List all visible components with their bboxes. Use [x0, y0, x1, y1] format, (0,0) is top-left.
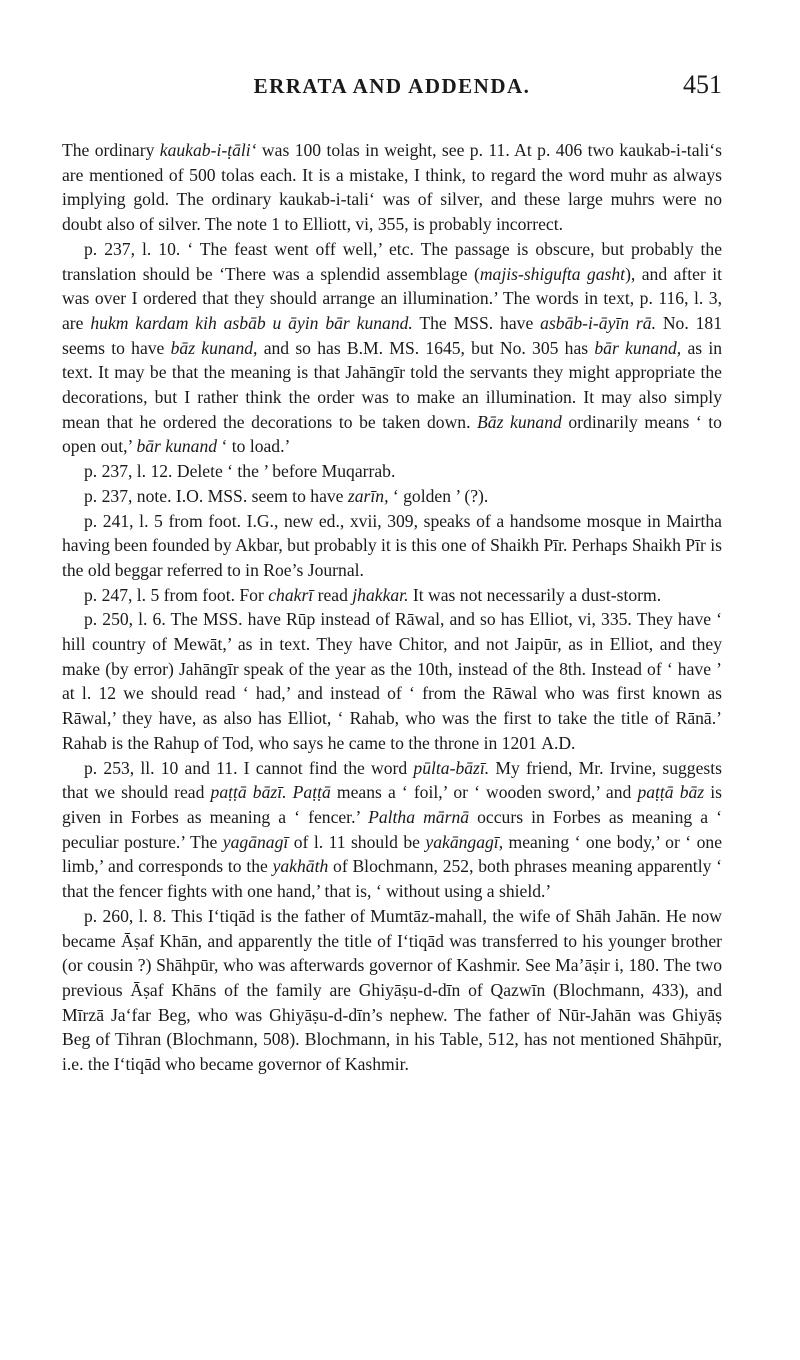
italic-term: Paṭṭā — [292, 782, 331, 803]
text-run: ‘ golden ’ (?). — [388, 485, 489, 506]
text-run: No. 181 seems to have — [62, 312, 722, 358]
text-run: ), and after it was over I ordered that they should arrange an illumination.’ The words in text, p. 116, l. 3, are — [62, 263, 722, 333]
italic-term: Bāz kunand — [477, 411, 562, 432]
italic-term: paṭṭā bāzī. — [210, 782, 287, 803]
erratum-entry — [62, 484, 722, 509]
erratum-entry — [62, 509, 722, 583]
running-head — [62, 70, 722, 114]
italic-term: jhakkar. — [352, 584, 409, 605]
italic-term: asbāb-i-āyīn rā. — [540, 312, 656, 333]
paragraph-continuation — [62, 138, 722, 237]
text-run: of l. 11 should be — [288, 831, 426, 852]
text-run: of Blochmann, 252, both phrases meaning apparently ‘ that the fencer fights with one hand,’ that is, ‘ without using a shield.’ — [62, 856, 722, 902]
text-run: ‘ to load.’ — [217, 436, 291, 457]
erratum-entry — [62, 583, 722, 608]
erratum-entry — [62, 607, 722, 755]
text-run: p. 250, l. 6. The MSS. have Rūp instead of Rāwal, and so has Elliot, vi, 335. They have ‘ hill country of Mewāt,’ as in text. They have Chitor, and not Jaipūr, as in Elliot, and they make (by error) Jahāngīr speak of the year as the 10th, instead of the 8th. Instead of ‘ have ’ at l. 12 we should read ‘ had,’ and instead of ‘ from the Rāwal who was first known as Rāwal,’ they have, as also has Elliot, ‘ Rahab, who was the first to take the title of Rānā.’ Rahab is the Rahup of Tod, who says he came to the throne in 1201 — [62, 609, 722, 753]
text-run: My friend, Mr. Irvine, suggests that we should read — [62, 757, 722, 803]
text-run: p. 247, l. 5 from foot. For — [84, 584, 269, 605]
erratum-entry — [62, 459, 722, 484]
italic-term: bār kunand, — [594, 337, 682, 358]
erratum-entry — [62, 237, 722, 459]
italic-term: paṭṭā bāz — [637, 782, 705, 803]
italic-term: yakhāth — [272, 856, 329, 877]
text-run: ordinarily means ‘ to open out,’ — [62, 411, 722, 457]
text-run: p. 241, l. 5 from foot. I.G., new ed., xvii, 309, speaks of a handsome mosque in Mairtha having been founded by Akbar, but probably it is this one of Shaikh Pīr. Perhaps Shaikh Pīr is the old beggar referred to in Roe’s Journal. — [62, 510, 722, 580]
text-run: p. 260, l. 8. This I‘tiqād is the father of Mumtāz-mahall, the wife of Shāh Jahān. He now became Āṣaf Khān, and apparently the title of I‘tiqād was transferred to his younger brother (or cousin ?) Shāhpūr, who was afterwards governor of Kashmir. See Ma’āṣir i, 180. The two previous Āṣaf Khāns of the family are Ghiyāṣu-d-dīn of Qazwīn (Blochmann, 433), and Mīrzā Ja‘far Beg, who was Ghiyāṣu-d-dīn’s nephew. The father of Nūr-Jahān was Ghiyāṣ Beg of Tihran (Blochmann, 508). Blochmann, in his Table, 512, has not mentioned Shāhpūr, i.e. the I‘tiqād who became governor of Kashmir. — [62, 905, 722, 1075]
italic-term: hukm kardam kih asbāb u āyin bār kunand. — [90, 312, 413, 333]
text-run: p. 253, ll. 10 and 11. I cannot find the word — [84, 757, 414, 778]
running-title: ERRATA AND ADDENDA. — [253, 74, 531, 98]
italic-term: yakāngagī, — [425, 831, 504, 852]
text-run: p. 237, l. 10. ‘ The feast went off well,’ etc. The passage is obscure, but probably the translation should be ‘There was a splendid assemblage ( — [62, 238, 722, 284]
italic-term: Paltha mārnā — [368, 806, 470, 827]
italic-term: yagānagī — [222, 831, 289, 852]
small-caps-text: A.D. — [541, 732, 576, 753]
text-run: occurs in Forbes as meaning a ‘ peculiar posture.’ The — [62, 806, 722, 852]
italic-term: bār kunand — [136, 436, 218, 457]
text-run: p. 237, l. 12. Delete ‘ the ’ before Muqarrab. — [84, 461, 396, 482]
body-text — [62, 138, 722, 1077]
italic-term: majis‑shigufta gasht — [479, 263, 626, 284]
italic-term: chakrī — [268, 584, 314, 605]
text-run: as in text. It may be that the meaning is that Jahāngīr told the servants they might appropriate the decorations, but I rather think the order was to make an illumination. It may also simply mean that he ordered the decorations to be taken down. — [62, 337, 723, 432]
text-run: meaning ‘ one body,’ or ‘ one limb,’ and corresponds to the — [62, 831, 723, 877]
page-number: 451 — [683, 70, 722, 99]
text-run: It was not necessarily a dust-storm. — [408, 584, 662, 605]
italic-term: zarīn, — [347, 485, 389, 506]
text-run: read — [313, 584, 353, 605]
italic-term: bāz kunand, — [170, 337, 258, 358]
italic-term: pūlta-bāzī. — [413, 757, 490, 778]
italic-term: kaukab-i-ṭāli‘ — [159, 140, 257, 160]
text-run: The MSS. have — [412, 312, 541, 333]
erratum-entry — [62, 756, 722, 904]
text-run: is given in Forbes as meaning a ‘ fencer.’ — [62, 782, 722, 827]
text-run: The ordinary — [62, 140, 160, 160]
text-run: p. 237, note. I.O. MSS. seem to have — [84, 485, 348, 506]
erratum-entry — [62, 904, 722, 1077]
text-run: was 100 tolas in weight, see p. 11. At p. 406 two kaukab-i-tali‘s are mentioned of 500 tolas each. It is a mistake, I think, to regard the word muhr as always implying gold. The ordinary kaukab-i-tali‘ was of silver, and these large muhrs were no doubt also of silver. The note 1 to Elliott, vi, 355, is probably incorrect. — [62, 140, 722, 235]
text-run: means a ‘ foil,’ or ‘ wooden sword,’ and — [330, 782, 638, 803]
text-run: and so has B.M. MS. 1645, but No. 305 has — [257, 337, 595, 358]
